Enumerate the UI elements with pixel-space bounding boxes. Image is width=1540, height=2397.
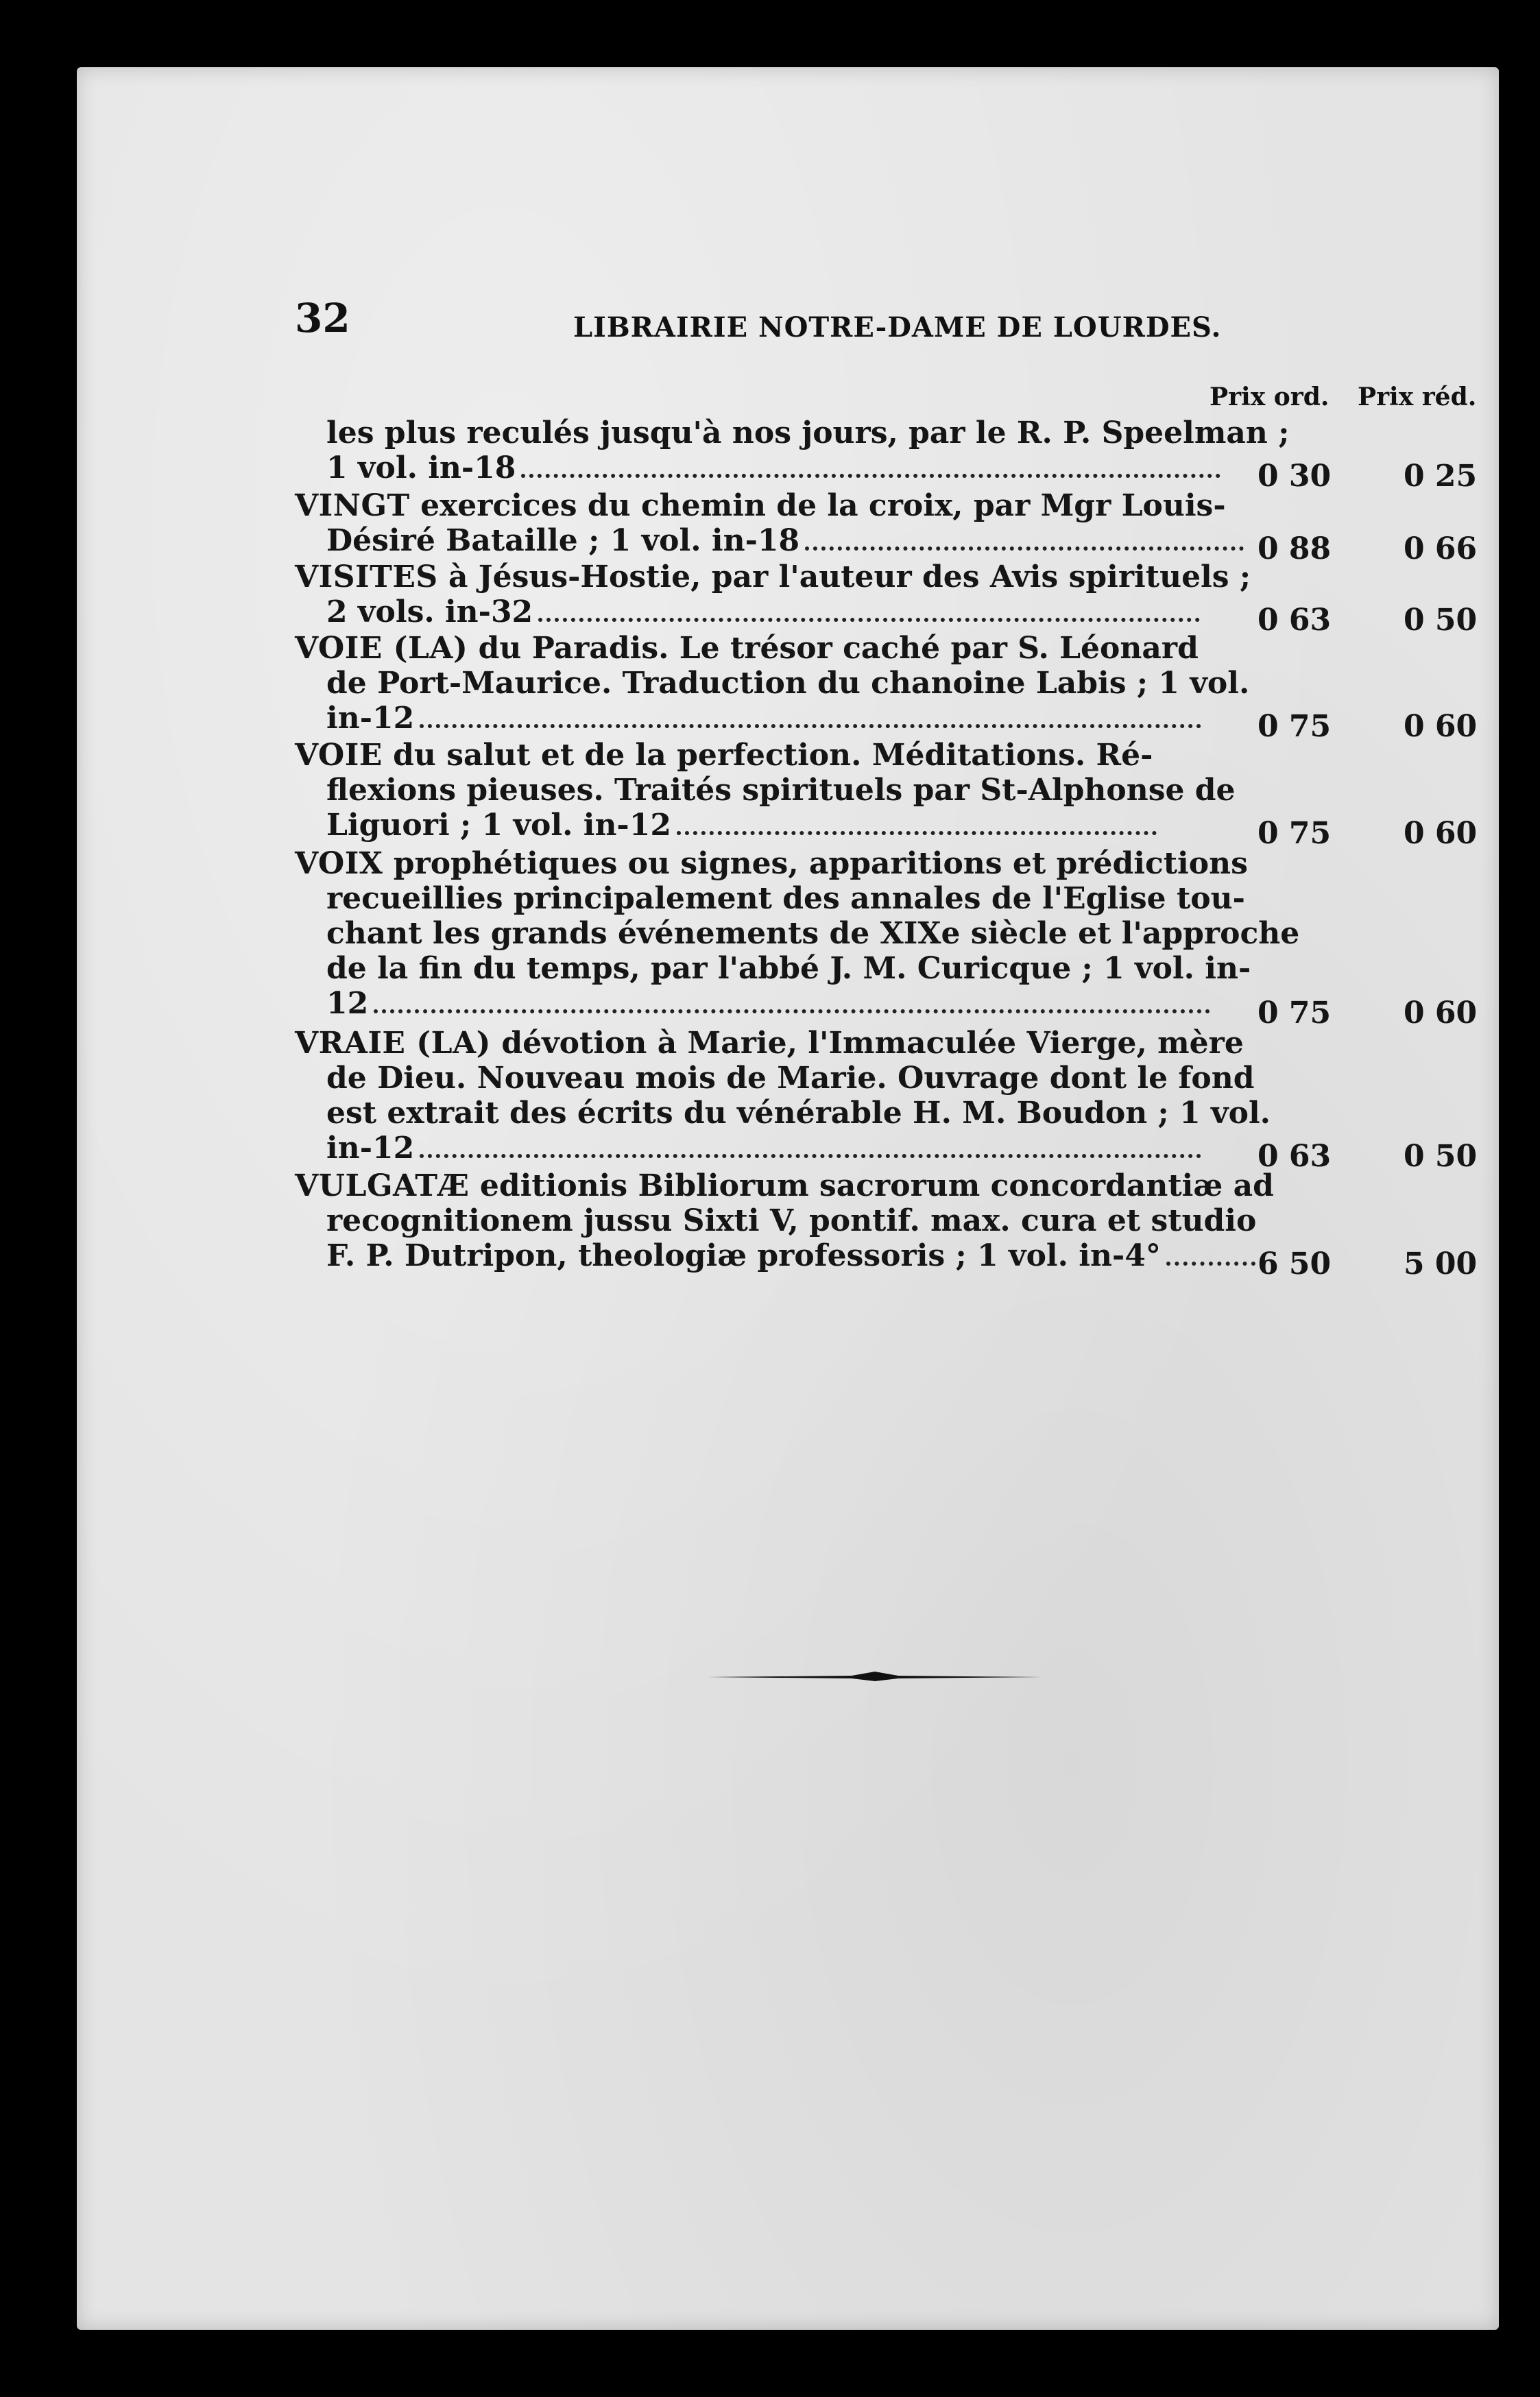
entry-line bbox=[295, 808, 1220, 843]
entry-line bbox=[295, 1026, 1244, 1061]
dot-leader bbox=[420, 703, 1201, 728]
dot-leader bbox=[521, 453, 1220, 478]
price-ord: 0 88 bbox=[1258, 531, 1332, 566]
page-number: 32 bbox=[295, 295, 350, 341]
entry-line-text: Liguori ; 1 vol. in-12 bbox=[326, 808, 671, 843]
column-header-prix-ord: Prix ord. bbox=[1210, 383, 1330, 411]
price-red: 0 66 bbox=[1404, 531, 1478, 566]
entry-line: de la fin du temps, par l'abbé J. M. Curicque ; 1 vol. in- bbox=[326, 951, 1251, 986]
price-ord: 6 50 bbox=[1258, 1246, 1332, 1281]
entry-line bbox=[295, 846, 1248, 881]
running-head: LIBRAIRIE NOTRE-DAME DE LOURDES. bbox=[573, 311, 1222, 344]
entry-line bbox=[295, 1168, 1274, 1203]
entry-line: est extrait des écrits du vénérable H. M. Boudon ; 1 vol. bbox=[326, 1096, 1271, 1131]
entry-line-text: 1 vol. in-18 bbox=[326, 450, 516, 485]
catalog-entry bbox=[295, 738, 1236, 843]
entry-line bbox=[295, 631, 1220, 666]
entry-line bbox=[295, 1131, 1220, 1166]
dot-leader bbox=[538, 597, 1200, 622]
catalog-entry bbox=[295, 488, 1226, 558]
entry-line-text: dévotion à Marie, l'Immaculée Vierge, mère bbox=[491, 1026, 1244, 1061]
catalog-entry bbox=[295, 1168, 1274, 1273]
entry-line: recueillies principalement des annales de l'Eglise tou- bbox=[326, 881, 1245, 916]
price-red: 0 25 bbox=[1404, 459, 1478, 494]
entry-line bbox=[295, 986, 1220, 1021]
price-ord: 0 75 bbox=[1258, 816, 1332, 851]
catalog-page bbox=[77, 67, 1499, 2330]
entry-line: recognitionem jussu Sixti V, pontif. max. cura et studio bbox=[326, 1203, 1257, 1238]
price-red: 0 50 bbox=[1404, 603, 1478, 638]
price-red: 0 60 bbox=[1404, 709, 1478, 744]
entry-line-text: à Jésus-Hostie, par l'auteur des Avis spirituels ; bbox=[437, 559, 1251, 594]
entry-keyword: VOIE bbox=[295, 738, 383, 773]
catalog-entry bbox=[295, 1026, 1271, 1166]
entry-line bbox=[295, 559, 1251, 594]
dot-leader bbox=[374, 989, 1210, 1013]
dot-leader bbox=[805, 526, 1244, 551]
entry-keyword: VOIE (LA) bbox=[295, 631, 468, 666]
entry-line bbox=[295, 738, 1220, 773]
price-ord: 0 75 bbox=[1258, 996, 1332, 1031]
price-ord: 0 63 bbox=[1258, 1139, 1332, 1174]
entry-line-text: du Paradis. Le trésor caché par S. Léonard bbox=[468, 631, 1199, 666]
entry-line-text: in-12 bbox=[326, 701, 415, 736]
price-ord: 0 30 bbox=[1258, 459, 1332, 494]
entry-keyword: VISITES bbox=[295, 559, 438, 594]
entry-line bbox=[295, 1238, 1220, 1273]
entry-line-text: editionis Bibliorum sacrorum concordantiæ ad bbox=[469, 1168, 1274, 1203]
ornamental-rule bbox=[708, 1672, 1042, 1677]
price-red: 5 00 bbox=[1404, 1246, 1478, 1281]
entry-keyword: VRAIE (LA) bbox=[295, 1026, 491, 1061]
entry-line: chant les grands événements de XIXe siècle et l'approche bbox=[326, 916, 1300, 951]
catalog-entry bbox=[295, 415, 1290, 485]
entry-line bbox=[295, 594, 1220, 629]
entry-keyword: VULGATÆ bbox=[295, 1168, 470, 1203]
entry-line-text: prophétiques ou signes, apparitions et prédictions bbox=[383, 846, 1248, 881]
catalog-entry bbox=[295, 631, 1250, 736]
catalog-entry bbox=[295, 846, 1300, 1021]
entry-line-text: exercices du chemin de la croix, par Mgr Louis- bbox=[409, 488, 1226, 523]
entry-line bbox=[295, 450, 1220, 485]
entry-line-text: F. P. Dutripon, theologiæ professoris ; 1 vol. in-4° bbox=[326, 1238, 1161, 1273]
entry-line-text: 12 bbox=[326, 986, 369, 1021]
entry-line bbox=[295, 488, 1226, 523]
dot-leader bbox=[677, 810, 1157, 835]
entry-line: de Dieu. Nouveau mois de Marie. Ouvrage dont le fond bbox=[326, 1061, 1255, 1096]
dot-leader bbox=[420, 1133, 1201, 1158]
entry-line: de Port-Maurice. Traduction du chanoine Labis ; 1 vol. bbox=[326, 666, 1250, 701]
entry-line: flexions pieuses. Traités spirituels par St-Alphonse de bbox=[326, 773, 1236, 808]
entry-keyword: VOIX bbox=[295, 846, 383, 881]
price-ord: 0 75 bbox=[1258, 709, 1332, 744]
catalog-entry bbox=[295, 559, 1251, 629]
column-header-prix-red: Prix réd. bbox=[1358, 383, 1477, 411]
price-red: 0 50 bbox=[1404, 1139, 1478, 1174]
entry-line-text: du salut et de la perfection. Méditations. Ré- bbox=[382, 738, 1153, 773]
price-ord: 0 63 bbox=[1258, 603, 1332, 638]
entry-line: les plus reculés jusqu'à nos jours, par le R. P. Speelman ; bbox=[326, 415, 1290, 450]
price-red: 0 60 bbox=[1404, 996, 1478, 1031]
entry-line-text: 2 vols. in-32 bbox=[326, 594, 533, 629]
entry-line-text: Désiré Bataille ; 1 vol. in-18 bbox=[326, 523, 800, 558]
price-red: 0 60 bbox=[1404, 816, 1478, 851]
entry-keyword: VINGT bbox=[295, 488, 410, 523]
entry-line bbox=[295, 701, 1220, 736]
ornamental-rule-svg bbox=[708, 1672, 1042, 1681]
entry-line bbox=[295, 523, 1220, 558]
dot-leader bbox=[1166, 1241, 1255, 1266]
entry-line-text: in-12 bbox=[326, 1131, 415, 1166]
